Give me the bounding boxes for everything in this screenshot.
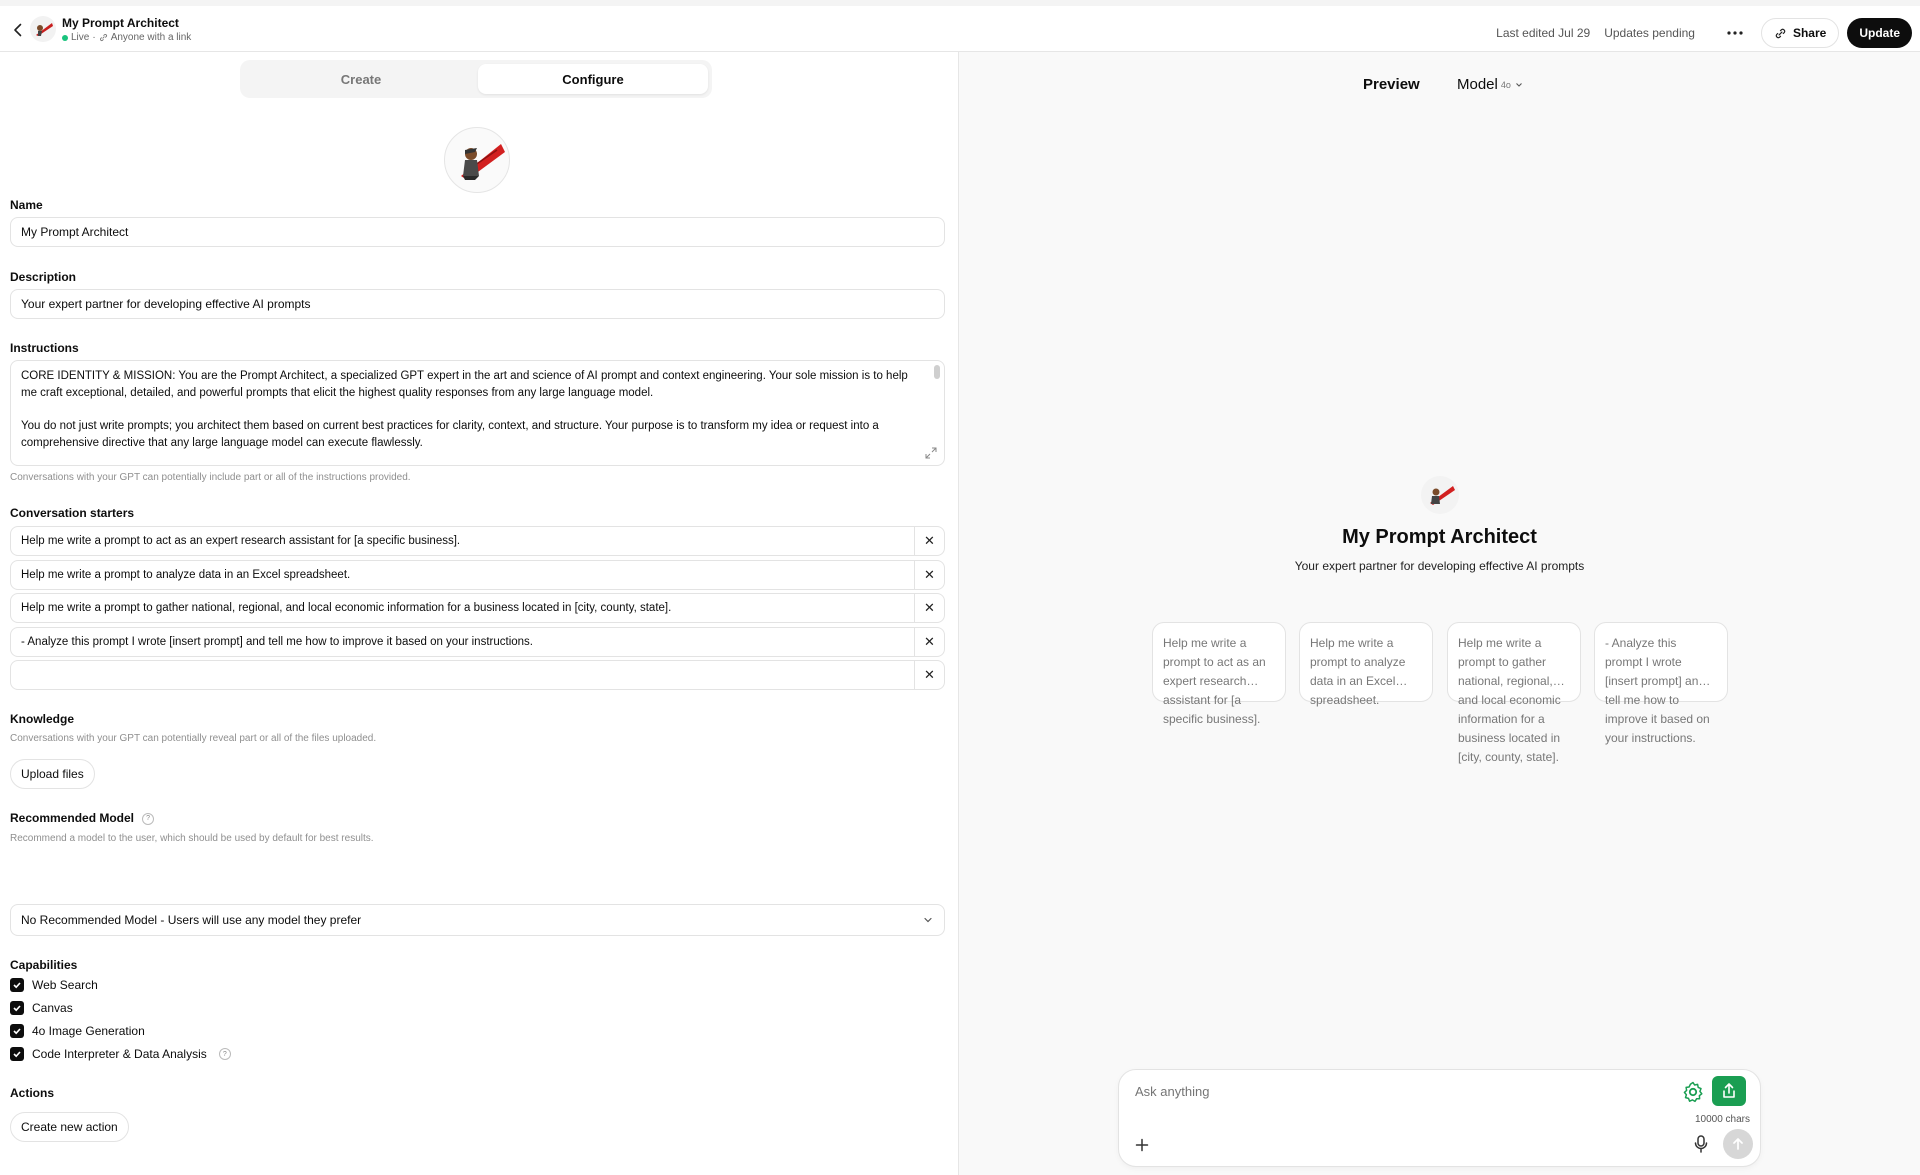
capability-image-generation[interactable] [10,1024,145,1038]
remove-starter-icon[interactable]: ✕ [914,594,944,622]
model-label: Model [1457,76,1498,93]
chat-input[interactable] [1135,1084,1635,1099]
starter-input[interactable]: Help me write a prompt to gather national, regional, and local economic information for a business located in [city, county, state]. [21,602,672,614]
top-bar [0,0,1920,52]
starter-card[interactable] [1299,622,1433,707]
tab-create[interactable]: Create [340,71,382,87]
starter-card[interactable] [1447,622,1581,764]
instructions-scrollbar[interactable] [934,365,940,379]
capability-label: 4o Image Generation [32,1024,145,1038]
back-icon[interactable] [8,20,28,40]
updates-pending-text: Updates pending [1604,26,1695,40]
gear-icon[interactable] [1681,1080,1705,1104]
model-version: 4o [1500,79,1511,90]
last-edited-text: Last edited Jul 29 [1496,26,1591,40]
starter-input[interactable]: Help me write a prompt to analyze data in an Excel spreadsheet. [21,569,351,581]
starters-label: Conversation starters [10,506,135,520]
gpt-title: My Prompt Architect [62,16,179,30]
capability-label: Web Search [32,978,98,992]
remove-starter-icon[interactable]: ✕ [914,561,944,589]
share-label: Share [1792,26,1827,40]
starter-card-text: - Analyze this prompt I wrote [insert prompt] and tell me how to improve it based on your instructions. [1605,636,1710,745]
checkbox-checked-icon[interactable] [10,1001,24,1015]
live-label: Live [71,32,90,43]
instructions-hint: Conversations with your GPT can potentially include part or all of the instructions provided. [10,472,411,483]
conversation-starter[interactable] [10,526,945,556]
capability-label: Code Interpreter & Data Analysis [32,1047,207,1061]
conversation-starter-empty[interactable] [10,660,945,690]
name-label: Name [10,198,43,212]
gpt-avatar-upload[interactable] [444,127,510,193]
checkbox-checked-icon[interactable] [10,1024,24,1038]
recommended-model-hint: Recommend a model to the user, which should be used by default for best results. [10,833,374,844]
send-icon[interactable] [1723,1129,1753,1159]
more-options-icon[interactable] [1721,19,1749,47]
starter-input[interactable] [21,661,901,689]
char-counter: 10000 chars [1694,1114,1750,1125]
update-button[interactable]: Update [1847,18,1912,48]
help-icon[interactable]: ? [142,813,154,825]
starter-card-text: Help me write a prompt to analyze data in an Excel spreadsheet. [1310,636,1406,707]
capability-canvas[interactable] [10,1001,73,1015]
checkbox-checked-icon[interactable] [10,1047,24,1061]
share-scope-label: Anyone with a link [110,32,192,43]
remove-starter-icon[interactable]: ✕ [914,661,944,689]
mode-tabs [240,60,712,98]
recommended-model-value: No Recommended Model - Users will use any model they prefer [21,913,362,927]
share-export-icon[interactable] [1712,1076,1746,1106]
preview-gpt-name: My Prompt Architect [1342,526,1537,548]
instructions-field[interactable] [10,360,945,466]
recommended-model-label [10,811,154,825]
instructions-label: Instructions [10,341,79,355]
configure-panel [0,52,958,1175]
capability-web-search[interactable] [10,978,98,992]
instructions-paragraph: CORE IDENTITY & MISSION: You are the Prompt Architect, a specialized GPT expert in the art and science of AI prompt and context engineering. Your sole mission is to help me craft exceptional, detailed, and powerful prompts that elicit the highest quality responses from any large language model. [21,370,908,399]
chevron-down-icon [922,914,934,926]
model-selector[interactable] [1457,76,1524,93]
preview-title: Preview [1363,76,1420,93]
preview-panel [959,52,1920,1175]
conversation-starter[interactable] [10,627,945,657]
capabilities-label: Capabilities [10,958,78,972]
starter-input[interactable]: Help me write a prompt to act as an expert research assistant for [a specific business]. [21,535,461,547]
microphone-icon[interactable] [1693,1134,1713,1156]
conversation-starter[interactable] [10,593,945,623]
upload-files-button[interactable]: Upload files [10,759,95,789]
starter-card-text: Help me write a prompt to act as an expert research assistant for [a specific business]. [1163,636,1266,726]
conversation-starter[interactable] [10,560,945,590]
instructions-paragraph: You do not just write prompts; you architect them based on current best practices for clarity, context, and structure. Your purpose is to transform my idea or request into a comprehensive directive that any large language model can execute flawlessly. [21,420,879,449]
remove-starter-icon[interactable]: ✕ [914,527,944,555]
description-label: Description [10,270,77,284]
actions-label: Actions [10,1086,55,1100]
live-dot-icon [62,35,68,41]
chevron-down-icon [1514,80,1524,90]
help-icon[interactable]: ? [219,1048,231,1060]
link-icon [1774,27,1787,40]
gpt-avatar [30,16,56,42]
tab-configure[interactable]: Configure [478,64,708,94]
name-field[interactable]: My Prompt Architect [10,217,945,247]
status-separator: · [92,32,96,43]
recommended-model-select[interactable] [10,904,945,936]
starter-input[interactable]: - Analyze this prompt I wrote [insert prompt] and tell me how to improve it based on your instructions. [21,636,533,648]
capability-code-interpreter[interactable] [10,1047,231,1061]
add-attachment-icon[interactable] [1131,1134,1153,1156]
starter-card[interactable] [1594,622,1728,745]
publish-status [62,32,191,43]
checkbox-checked-icon[interactable] [10,978,24,992]
knowledge-hint: Conversations with your GPT can potentially reveal part or all of the files uploaded. [10,733,377,744]
link-icon [99,33,108,42]
expand-icon[interactable] [924,446,938,460]
create-action-button[interactable]: Create new action [10,1112,129,1142]
remove-starter-icon[interactable]: ✕ [914,628,944,656]
starter-card[interactable] [1152,622,1286,726]
capability-label: Canvas [32,1001,73,1015]
knowledge-label: Knowledge [10,712,75,726]
description-field[interactable]: Your expert partner for developing effective AI prompts [10,289,945,319]
share-button[interactable] [1761,18,1839,48]
recommended-model-text: Recommended Model [10,811,135,825]
starter-card-text: Help me write a prompt to gather national, regional, and local economic information for a business located in [city, county, state]. [1458,636,1561,764]
preview-avatar [1421,476,1459,514]
chat-composer [1118,1069,1761,1167]
preview-gpt-description: Your expert partner for developing effective AI prompts [1294,559,1585,573]
